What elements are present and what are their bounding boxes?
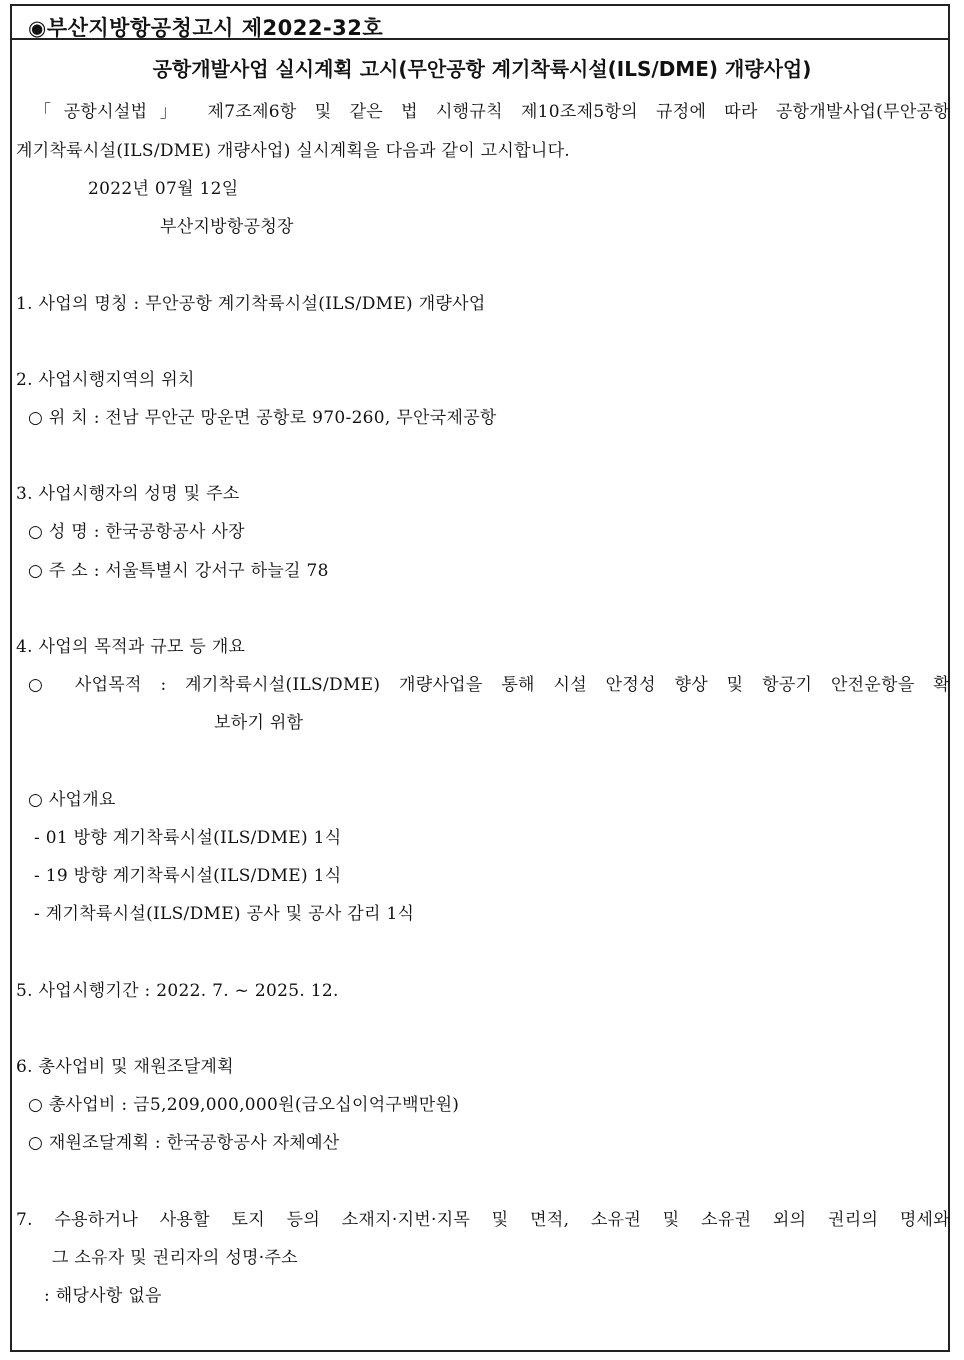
section-3-name: ○ 성 명 : 한국공항공사 사장 [28, 522, 245, 542]
notice-number: ◉부산지방항공청고시 제2022-32호 [28, 16, 384, 40]
section-1-project-name: 1. 사업의 명칭 : 무안공항 계기착륙시설(ILS/DME) 개량사업 [16, 294, 486, 314]
intro-line-2: 계기착륙시설(ILS/DME) 개량사업) 실시계획을 다음과 같이 고시합니다. [16, 141, 570, 161]
section-4-item-3: - 계기착륙시설(ILS/DME) 공사 및 공사 감리 1식 [34, 904, 415, 924]
section-6-funding: ○ 재원조달계획 : 한국공항공사 자체예산 [28, 1133, 340, 1153]
issuing-authority: 부산지방항공청장 [160, 217, 294, 237]
section-6-heading: 6. 총사업비 및 재원조달계획 [16, 1057, 234, 1077]
section-2-location: ○ 위 치 : 전남 무안군 망운면 공항로 970-260, 무안국제공항 [28, 408, 497, 428]
section-3-heading: 3. 사업시행자의 성명 및 주소 [16, 484, 240, 504]
notice-header-box [10, 4, 950, 40]
document-title: 공항개발사업 실시계획 고시(무안공항 계기착륙시설(ILS/DME) 개량사업) [152, 57, 812, 81]
section-7-line-2: 그 소유자 및 권리자의 성명·주소 [52, 1248, 298, 1268]
section-4-item-1: - 01 방향 계기착륙시설(ILS/DME) 1식 [34, 828, 342, 848]
section-6-total-cost: ○ 총사업비 : 금5,209,000,000원(금오십이억구백만원) [28, 1095, 460, 1115]
section-7-line-1: 7. 수용하거나 사용할 토지 등의 소재지·지번·지목 및 면적, 소유권 및 소유권 외의 권리의 명세와 [16, 1210, 950, 1230]
intro-line-1: 「공항시설법」 제7조제6항 및 같은 법 시행규칙 제10조제5항의 규정에 따라 공항개발사업(무안공항 [34, 102, 950, 122]
section-3-address: ○ 주 소 : 서울특별시 강서구 하늘길 78 [28, 561, 329, 581]
section-7-line-3: : 해당사항 없음 [44, 1286, 162, 1306]
section-4-overview: ○ 사업개요 [28, 790, 116, 810]
section-2-heading: 2. 사업시행지역의 위치 [16, 370, 195, 390]
section-4-item-2: - 19 방향 계기착륙시설(ILS/DME) 1식 [34, 866, 342, 886]
section-4-purpose-line-2: 보하기 위함 [214, 713, 304, 733]
section-4-purpose-line-1: ○ 사업목적 : 계기착륙시설(ILS/DME) 개량사업을 통해 시설 안정성 향상 및 항공기 안전운항을 확 [28, 675, 950, 695]
notice-date: 2022년 07월 12일 [88, 179, 239, 199]
section-5-period: 5. 사업시행기간 : 2022. 7. ~ 2025. 12. [16, 981, 339, 1001]
section-4-heading: 4. 사업의 목적과 규모 등 개요 [16, 637, 246, 657]
